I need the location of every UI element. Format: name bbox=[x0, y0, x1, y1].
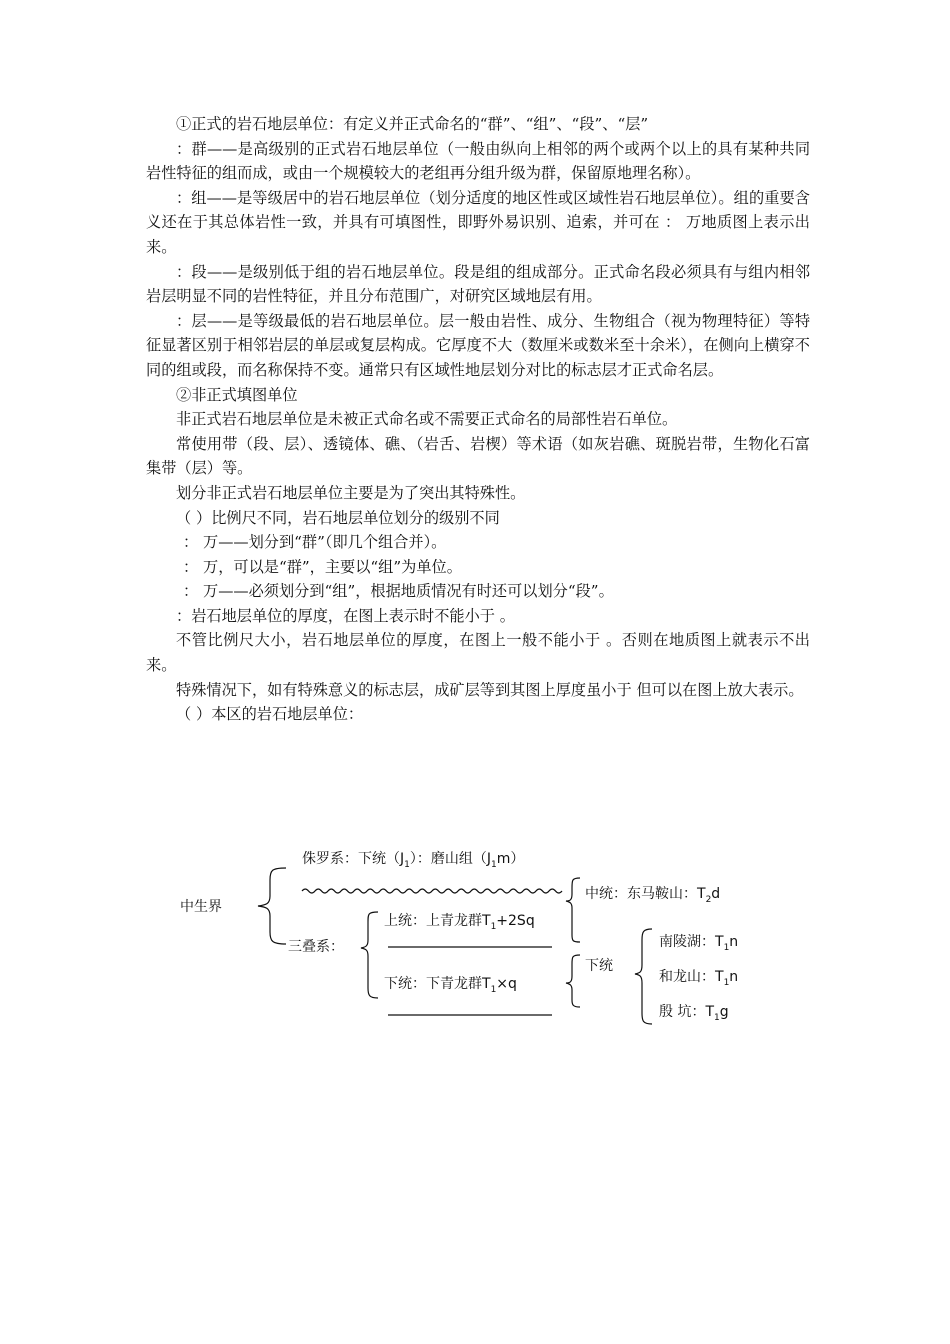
upper-series-label: 上统：上青龙群$T_1+2Sq$ bbox=[384, 913, 535, 932]
paragraph: 非正式岩石地层单位是未被正式命名或不需要正式命名的局部性岩石单位。 bbox=[176, 410, 678, 429]
paragraph: 划分非正式岩石地层单位主要是为了突出其特殊性。 bbox=[176, 483, 526, 502]
yinkeng-label: 殷 坑：$T_1g$ bbox=[659, 1004, 729, 1023]
brace-mesozoic bbox=[258, 868, 286, 944]
paragraph: ：群——是高级别的正式岩石地层单位（一般由纵向上相邻的两个或两个以上的具有某种共同岩性特征的组而成，或由一个规模较大的老组再分组升级为群，保留原地理名称）。 bbox=[146, 139, 810, 183]
paragraph: ：段——是级别低于组的岩石地层单位。段是组的组成部分。正式命名段必须具有与组内相邻岩层明显不同的岩性特征，并且分布范围广，对研究区域地层有用。 bbox=[146, 262, 810, 306]
paragraph: 不管比例尺大小，岩石地层单位的厚度，在图上一般不能小于 。否则在地质图上就表示不出来。 bbox=[146, 631, 810, 675]
brace-lower bbox=[566, 955, 580, 1007]
brace-triassic bbox=[361, 912, 378, 998]
brace-middle bbox=[566, 878, 580, 942]
paragraph: ： 万——必须划分到“组”，根据地质情况有时还可以划分“段”。 bbox=[183, 582, 614, 601]
paragraph: ①正式的岩石地层单位：有定义并正式命名的“群”、“组”、“段”、“层” bbox=[176, 115, 649, 133]
helongshan-label: 和龙山：$T_1n$ bbox=[659, 969, 739, 988]
paragraph: ②非正式填图单位 bbox=[176, 385, 298, 404]
paragraph: ：岩石地层单位的厚度，在图上表示时不能小于 。 bbox=[176, 606, 515, 625]
paragraph: ：组——是等级居中的岩石地层单位（划分适度的地区性或区域性岩石地层单位）。组的重要含义还在于其总体岩性一致，并具有可填图性，即野外易识别、追索，并可在 ： 万地质图上表示出来。 bbox=[146, 188, 810, 256]
mesozoic-label: 中生界 bbox=[180, 899, 222, 915]
triassic-label: 三叠系： bbox=[288, 939, 344, 955]
lower-series-label: 下统：下青龙群$T_1\times q$ bbox=[384, 976, 517, 995]
middle-series-label: 中统：东马鞍山：$T_2d$ bbox=[585, 886, 721, 905]
unconformity-wavy-line bbox=[302, 889, 562, 893]
paragraph: （ ）比例尺不同，岩石地层单位划分的级别不同 bbox=[176, 508, 500, 527]
brace-formations bbox=[635, 929, 652, 1024]
lower-series-short-label: 下统 bbox=[585, 958, 613, 974]
jurassic-label: 侏罗系：下统$(J_1)$：磨山组$(J_1m)$ bbox=[302, 851, 525, 870]
nanlinghu-label: 南陵湖：$T_1n$ bbox=[659, 934, 739, 953]
paragraph: ： 万——划分到“群”（即几个组合并）。 bbox=[183, 533, 447, 552]
paragraph: ：层——是等级最低的岩石地层单位。层一般由岩性、成分、生物组合（视为物理特征）等特征显著区别于相邻岩层的单层或复层构成。它厚度不大（数厘米或数米至十余米），在侧向上横穿不同的组或段，而名称保持不变。通常只有区域性地层划分对比的标志层才正式命名层。 bbox=[146, 311, 810, 379]
paragraph: 常使用带（段、层）、透镜体、礁、（岩舌、岩楔）等术语（如灰岩礁、斑脱岩带，生物化石富集带（层）等。 bbox=[146, 434, 810, 478]
paragraph: ： 万，可以是“群”，主要以“组”为单位。 bbox=[183, 557, 462, 576]
paragraph: 特殊情况下，如有特殊意义的标志层，成矿层等到其图上厚度虽小于 但可以在图上放大表示。 bbox=[176, 680, 804, 699]
paragraph: （ ）本区的岩石地层单位： bbox=[176, 705, 364, 724]
